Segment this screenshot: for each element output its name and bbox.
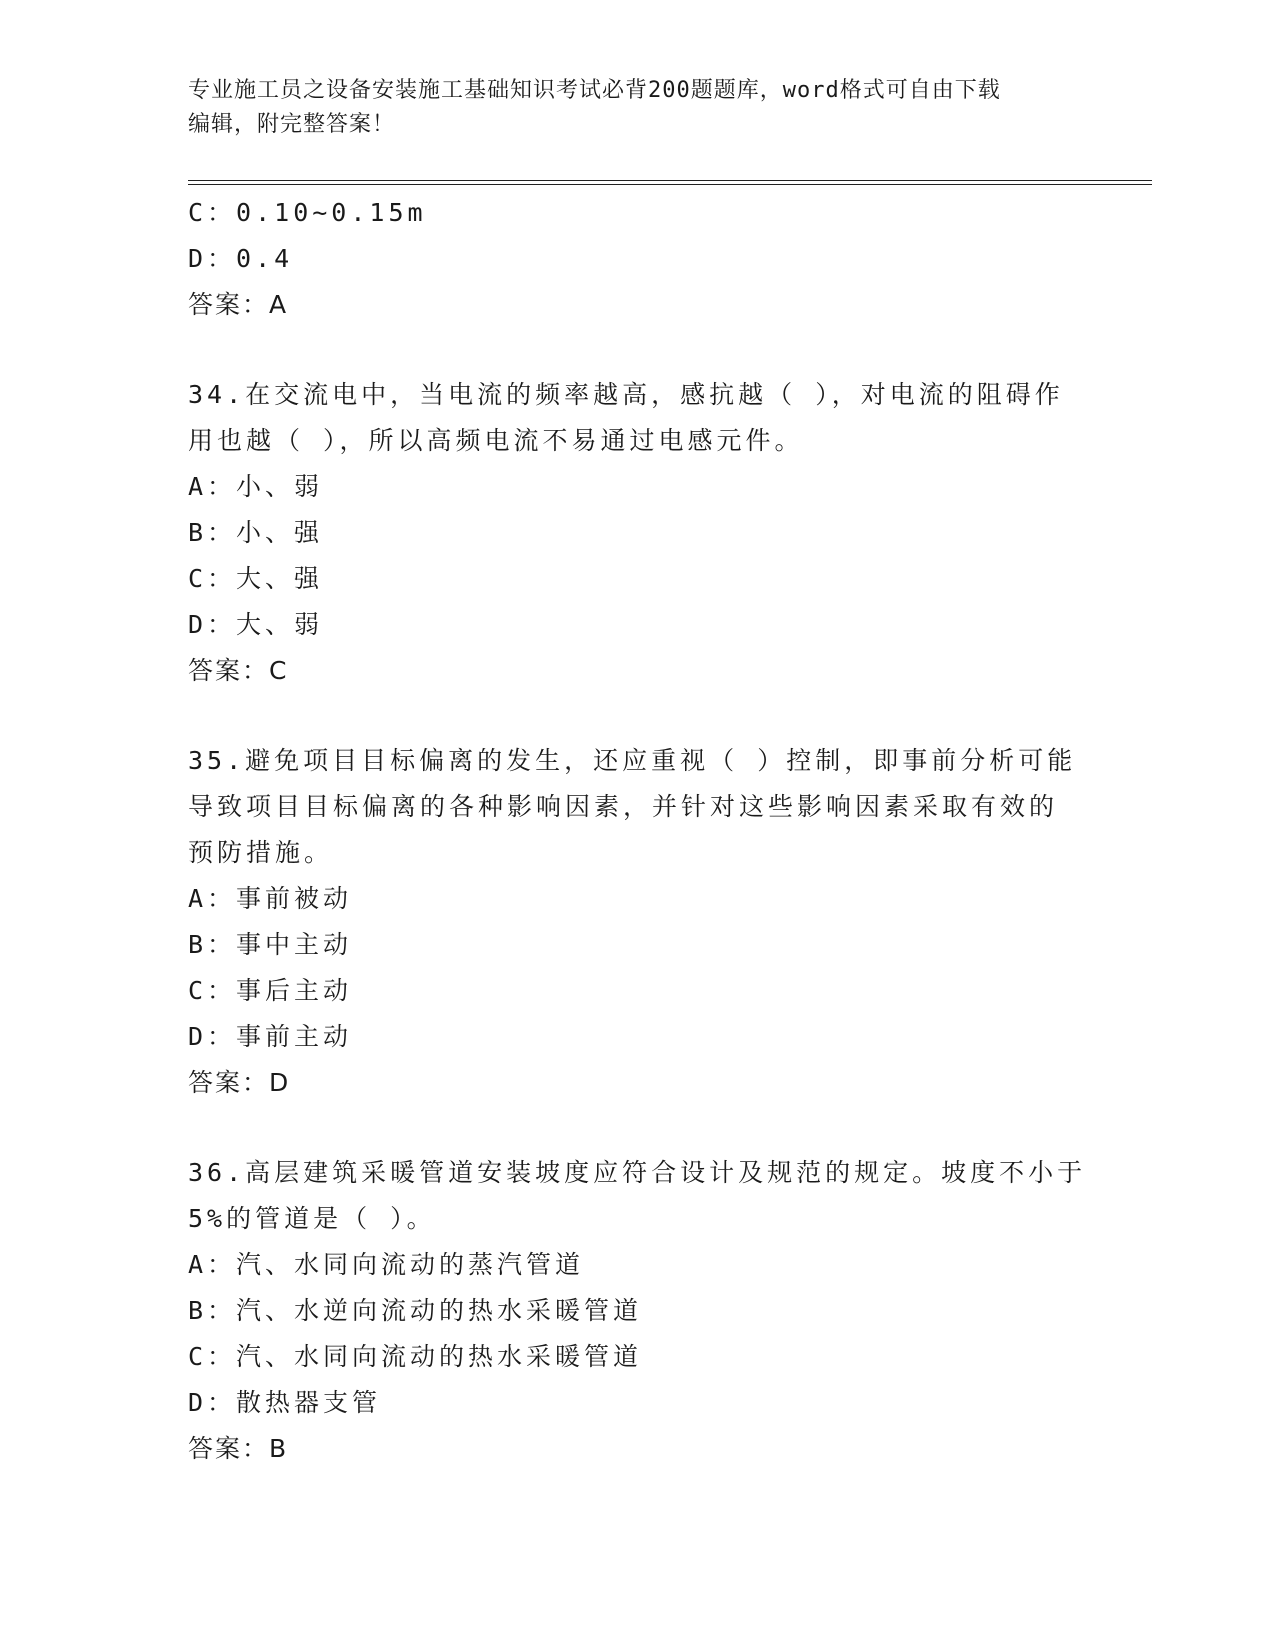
option-d: D：散热器支管 <box>188 1388 382 1417</box>
question-list <box>188 190 1088 1472</box>
option-b: B：事中主动 <box>188 930 353 959</box>
option-d: D：事前主动 <box>188 1022 353 1051</box>
question-block-36 <box>188 1150 1088 1472</box>
answer-line: 答案：C <box>188 656 289 685</box>
question-block-33 <box>188 190 1088 328</box>
question-block-35 <box>188 738 1088 1106</box>
header-title-line-1: 专业施工员之设备安装施工基础知识考试必背200题题库，word格式可自由下载 <box>188 78 1001 103</box>
answer-line: 答案：A <box>188 290 289 319</box>
header-divider-top <box>188 180 1152 181</box>
option-c: C：事后主动 <box>188 976 353 1005</box>
spacer <box>188 1106 1088 1150</box>
option-a: A：汽、水同向流动的蒸汽管道 <box>188 1250 585 1279</box>
question-text-line: 35.避免项目目标偏离的发生，还应重视（ ）控制，即事前分析可能 <box>188 746 1077 775</box>
option-b: B：小、强 <box>188 518 324 547</box>
answer-line: 答案：B <box>188 1434 289 1463</box>
option-c: C：大、强 <box>188 564 324 593</box>
spacer <box>188 328 1088 372</box>
option-a: A：小、弱 <box>188 472 324 501</box>
option-b: B：汽、水逆向流动的热水采暖管道 <box>188 1296 643 1325</box>
header-divider-bottom <box>188 184 1152 185</box>
option-d: D：0.4 <box>188 244 294 273</box>
question-text-line: 34.在交流电中，当电流的频率越高，感抗越（ ），对电流的阻碍作 <box>188 380 1064 409</box>
question-text-line: 36.高层建筑采暖管道安装坡度应符合设计及规范的规定。坡度不小于 <box>188 1158 1087 1187</box>
header-title-line-2: 编辑，附完整答案！ <box>188 112 396 137</box>
document-header <box>188 74 1088 142</box>
question-text-line: 预防措施。 <box>188 838 334 867</box>
option-a: A：事前被动 <box>188 884 353 913</box>
question-text-line: 导致项目目标偏离的各种影响因素，并针对这些影响因素采取有效的 <box>188 792 1059 821</box>
spacer <box>188 694 1088 738</box>
question-text-line: 5%的管道是（ ）。 <box>188 1204 436 1233</box>
option-d: D：大、弱 <box>188 610 324 639</box>
option-c: C：汽、水同向流动的热水采暖管道 <box>188 1342 643 1371</box>
question-block-34 <box>188 372 1088 694</box>
question-text-line: 用也越（ ），所以高频电流不易通过电感元件。 <box>188 426 804 455</box>
option-c: C：0.10~0.15m <box>188 198 427 227</box>
answer-line: 答案：D <box>188 1068 291 1097</box>
